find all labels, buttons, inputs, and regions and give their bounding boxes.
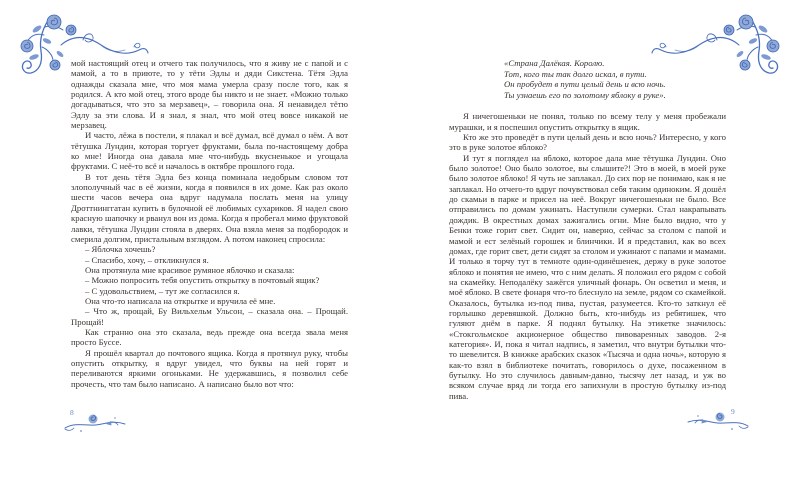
right-page xyxy=(449,58,726,401)
paragraph: – Яблочка хочешь? xyxy=(85,244,156,255)
paragraph: Я прошёл квартал до почтового ящика. Когда я протянул руку, чтобы опустить открытку, я вдруг увидел, что буквы на ней горят и переливаются яркими огоньками. Не удержавшись, я позволил себе прочесть, что там было написано. А написано было вот что: xyxy=(71,347,348,389)
paragraph: мой настоящий отец и отчего так получилось, что я живу не с папой и с мамой, а то в приюте, то у тёти Эдлы и дяди Сикстена. Тётя Эдла однажды сказала мне, что моя мама умерла сразу после того, как я родился. А кто мой отец, этого вроде бы никто и не знает. «Можно только догадываться, что это за мерзавец», – говорила она. Я ненавидел тётю Эдлу за эти слова. И я знал, я знал, что мой отец вовсе никакой не мерзавец. xyxy=(71,58,348,131)
quote-line: Ты узнаешь его по золотому яблоку в руке». xyxy=(504,89,666,100)
paragraph: И тут я поглядел на яблоко, которое дала мне тётушка Лундин. Оно было золотое! Оно было золотое, вы слышите?! Это в моей, в моей руке было золотое яблоко! Я чуть не заплакал. До сих пор не понимаю, как я не заплакал. Но отчего-то вдруг почувствовал себя таким одиноким. Я дошёл до скамьи в парке и присел на неё. Вокруг ничегошеньки не было. Все отправились по домам ужинать. Наступили сумерки. Стал накрапывать дождик. В окрестных домах зажигались огни. Мне было видно, что у Бенки тоже горит свет. Сидит он, наверно, сейчас за столом с папой и мамой и ест зелёный горошек и блинчики. И я представил, как во всех домах, где горит свет, дети сидят за столом и ужинают с папами и мамами. И только я торчу тут в темноте один-одинёшенек, держу в руке золотое яблоко и понятия не имею, что с ним делать. Я положил его рядом с собой на скамейку. Неподалёку зажёгся уличный фонарь. Он осветил и меня, и моё яблоко. В свете фонаря что-то блеснуло на земле, рядом со скамейкой. Оказалось, бутылка из-под пива, пустая, разумеется. Кто-то заткнул её горлышко деревяшкой. Должно быть, кто-нибудь из ребятишек, что гуляют днём в парке. Я поднял бутылку. На этикетке значилось: «Стокгольмское акционерное общество пивоваренных заводов. 2-я категория». И, пока я читал надпись, я заметил, что внутри бутылки что-то шевелится. В книжке арабских сказок «Тысяча и одна ночь», которую я как-то взял в библиотеке почитать, говорилось о духе, посаженном в бутылку. Но это случилось давным-давно, тысячу лет назад, и уж во всяком случае вряд ли тогда его запихнули в простую бутылку из-под пива. xyxy=(449,152,726,401)
quote-line: Тот, кого ты так долго искал, в пути. xyxy=(504,68,647,79)
paragraph: Она что-то написала на открытке и вручила её мне. xyxy=(85,295,276,306)
paragraph: – С удовольствием, – тут же согласился я. xyxy=(85,285,240,296)
paragraph: Как странно она это сказала, ведь прежде она всегда звала меня просто Буссе. xyxy=(71,326,348,348)
right-page-text xyxy=(449,111,726,401)
paragraph: – Можно попросить тебя опустить открытку в почтовый ящик? xyxy=(85,275,320,286)
left-page xyxy=(71,58,348,389)
paragraph: Кто же это проведёт в пути целый день и всю ночь? Интересно, у кого это в руке золотое яблоко? xyxy=(449,132,726,153)
paragraph: – Спасибо, хочу, – откликнулся я. xyxy=(85,254,209,265)
paragraph: В тот день тётя Эдла без конца поминала недобрым словом тот злополучный час в её жизни, когда я появился в их доме. Как раз около шести часов вечера она вдруг надумала послать меня на улицу Дроттнинггатан купить в булочной её любимых сухариков. Я надел свою красную шапочку и рванул вон из дома. Когда я пробегал мимо фруктовой лавки, тётушка Лундин стояла в дверях. Она взяла меня за подбородок и смерила долгим, пристальным взглядом. А потом наконец спросила: xyxy=(71,171,348,244)
paragraph: – Что ж, прощай, Бу Вильхельм Ульсон, – сказала она. – Прощай. Прощай! xyxy=(71,306,348,327)
paragraph: И часто, лёжа в постели, я плакал и всё думал, всё думал о нём. А вот тётушка Лундин, которая торгует фруктами, была по-настоящему добра ко мне! Иногда она давала мне что-нибудь вкусненькое и угощала фруктами. С неё-то всё и началось в октябре прошлого года. xyxy=(71,130,348,172)
wave-flourish-icon xyxy=(686,405,750,435)
quote-line: «Страна Далёкая. Королю. xyxy=(504,58,605,68)
left-page-text xyxy=(71,58,348,389)
postcard-verse-quote xyxy=(504,58,726,100)
quote-line: Он пробудет в пути целый день и всю ночь. xyxy=(504,79,666,90)
page-number-left: 8 xyxy=(70,408,74,417)
paragraph: Она протянула мне красивое румяное яблочко и сказала: xyxy=(85,264,295,275)
paragraph: Я ничегошеньки не понял, только по всему телу у меня пробежали мурашки, и я поспешил опустить открытку в ящик. xyxy=(449,111,726,132)
page-number-right: 9 xyxy=(731,407,735,416)
